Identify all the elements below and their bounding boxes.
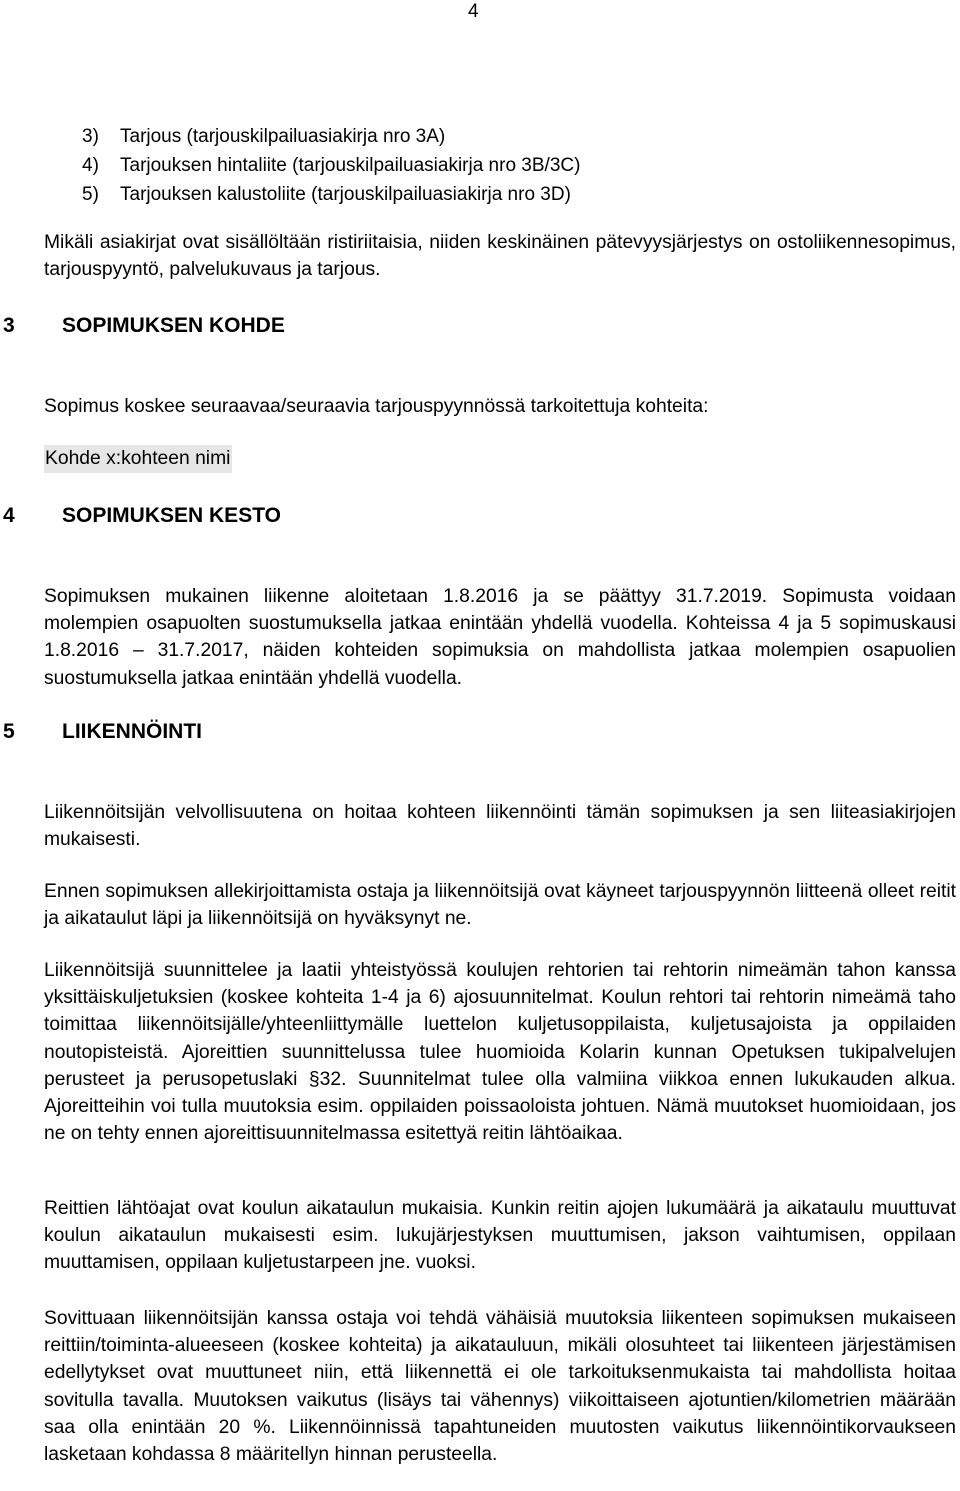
section-5-paragraph-2: Ennen sopimuksen allekirjoittamista ostaja ja liikennöitsijä ovat käyneet tarjouspyynnön liitteenä olleet reitit ja aikataulut läpi ja liikennöitsijä on hyväksynyt ne. bbox=[44, 881, 956, 930]
section-5-paragraph-5: Sovittuaan liikennöitsijän kanssa ostaja voi tehdä vähäisiä muutoksia liikenteen sopimuksen mukaiseen reittiin/toiminta-alueeseen (koskee kohteita) ja aikatauluun, mikäli olosuhteet tai liikenteen järjestämisen edellytykset ovat muuttuneet niin, että liikennettä ei ole tarkoituksenmukaista tai mahdollista hoitaa sovitulla tavalla. Muutoksen vaikutus (lisäys tai vähennys) viikoittaiseen ajotuntien/kilometrien määrään saa olla enintään 20 %. Liikennöinnissä tapahtuneiden muutosten vaikutus liikennöintikorvaukseen lasketaan kohdassa 8 määritellyn hinnan perusteella. bbox=[44, 1308, 956, 1466]
section-5-paragraph-4: Reittien lähtöajat ovat koulun aikataulun mukaisia. Kunkin reitin ajojen lukumäärä ja aikataulu muuttuvat koulun aikataulun mukaisesti esim. lukujärjestyksen muuttumisen, jakson vaihtumisen, oppilaan muuttamisen, oppilaan kuljetustarpeen jne. vuoksi. bbox=[44, 1198, 956, 1274]
target-name-field[interactable]: Kohde x:kohteen nimi bbox=[44, 445, 232, 473]
section-4-paragraph: Sopimuksen mukainen liikenne aloitetaan 1.8.2016 ja se päättyy 31.7.2019. Sopimusta voidaan molempien osapuolten suostumuksella jatkaa enintään yhdellä vuodella. Kohteissa 4 ja 5 sopimuskausi 1.8.2016 – 31.7.2017, näiden kohteiden sopimuksia on mahdollista jatkaa molempien osapuolien suostumuksella jatkaa enintään yhdellä vuodella. bbox=[44, 586, 956, 689]
section-5-paragraph-3: Liikennöitsijä suunnittelee ja laatii yhteistyössä koulujen rehtorien tai rehtorin nimeämän tahon kanssa yksittäiskuljetuksien (koskee kohteita 1-4 ja 6) ajosuunnitelmat. Koulun rehtori tai rehtorin nimeämä taho toimittaa liikennöitsijälle/yhteenliittymälle luettelon kuljetusoppilaista, kuljetusajoista ja oppilaiden noutopisteistä. Ajoreittien suunnittelussa tulee huomioida Kolarin kunnan Opetuksen tukipalvelujen perusteet ja perusopetuslaki §32. Suunnitelmat tulee olla valmiina viikkoa ennen lukukauden alkua. Ajoreitteihin voi tulla muutoksia esim. oppilaiden poissaoloista johtuen. Nämä muutokset huomioidaan, jos ne on tehty ennen ajoreittisuunnitelmassa esitettyä reitin lähtöaikaa. bbox=[44, 960, 956, 1145]
section-title: LIIKENNÖINTI bbox=[62, 720, 202, 743]
section-3-intro: Sopimus koskee seuraavaa/seuraavia tarjouspyynnössä tarkoitettuja kohteita: bbox=[44, 396, 709, 417]
list-item-text: Tarjous (tarjouskilpailuasiakirja nro 3A) bbox=[120, 126, 446, 147]
precedence-paragraph: Mikäli asiakirjat ovat sisällöltään ristiriitaisia, niiden keskinäinen pätevyysjärjestys on ostoliikennesopimus, tarjouspyyntö, palvelukuvaus ja tarjous. bbox=[44, 232, 956, 281]
list-item-text: Tarjouksen hintaliite (tarjouskilpailuasiakirja nro 3B/3C) bbox=[120, 155, 581, 176]
list-item-text: Tarjouksen kalustoliite (tarjouskilpailuasiakirja nro 3D) bbox=[120, 184, 571, 205]
list-item-number: 4) bbox=[82, 155, 99, 176]
list-item bbox=[82, 151, 942, 180]
attachment-list bbox=[82, 122, 942, 209]
list-item bbox=[82, 180, 942, 209]
section-5-heading bbox=[0, 718, 202, 746]
list-item bbox=[82, 122, 942, 151]
section-5-paragraph-1: Liikennöitsijän velvollisuutena on hoitaa kohteen liikennöinti tämän sopimuksen ja sen liiteasiakirjojen mukaisesti. bbox=[44, 802, 956, 851]
section-title: SOPIMUKSEN KESTO bbox=[62, 504, 281, 527]
page-number: 4 bbox=[468, 1, 479, 22]
list-item-number: 5) bbox=[82, 184, 99, 205]
list-item-number: 3) bbox=[82, 126, 99, 147]
section-4-heading bbox=[0, 502, 281, 530]
section-number: 3 bbox=[3, 314, 15, 337]
section-title: SOPIMUKSEN KOHDE bbox=[62, 314, 285, 337]
section-number: 5 bbox=[3, 720, 15, 743]
section-3-heading bbox=[0, 312, 285, 340]
section-number: 4 bbox=[3, 504, 15, 527]
